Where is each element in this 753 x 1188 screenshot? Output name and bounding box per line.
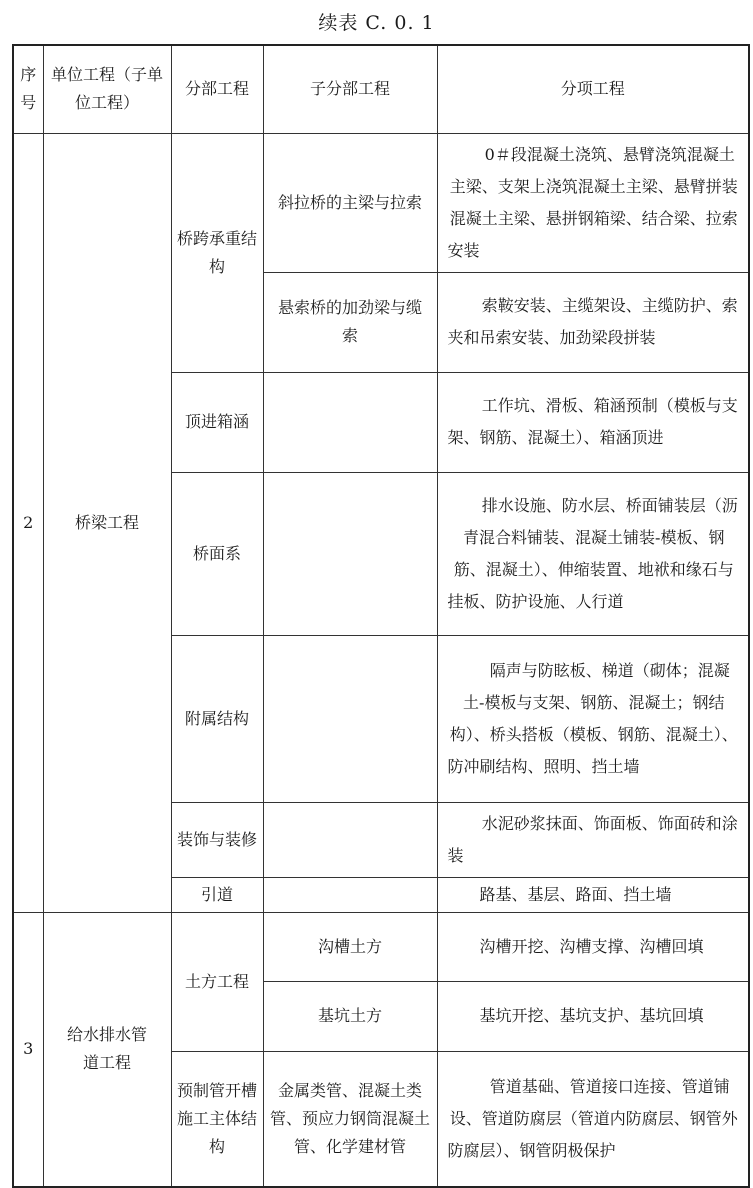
- header-seq: 序号: [13, 45, 43, 133]
- subpart-cell: [263, 472, 437, 635]
- part-cell: 顶进箱涵: [171, 372, 263, 472]
- header-item: 分项工程: [437, 45, 749, 133]
- part-cell: 桥面系: [171, 472, 263, 635]
- subpart-cell: 悬索桥的加劲梁与缆索: [263, 272, 437, 372]
- subpart-cell: [263, 372, 437, 472]
- subpart-cell: [263, 877, 437, 912]
- subpart-cell: 斜拉桥的主梁与拉索: [263, 133, 437, 272]
- subpart-cell: [263, 635, 437, 802]
- item-cell: 隔声与防眩板、梯道（砌体；混凝土-模板与支架、钢筋、混凝土；钢结构）、桥头搭板（模板、钢筋、混凝土）、防冲刷结构、照明、挡土墙: [437, 635, 749, 802]
- item-cell: 基坑开挖、基坑支护、基坑回填: [437, 981, 749, 1051]
- item-cell: 管道基础、管道接口连接、管道铺设、管道防腐层（管道内防腐层、钢管外防腐层）、钢管阴极保护: [437, 1051, 749, 1187]
- item-cell: 索鞍安装、主缆架设、主缆防护、索夹和吊索安装、加劲梁段拼装: [437, 272, 749, 372]
- item-cell: 路基、基层、路面、挡土墙: [437, 877, 749, 912]
- subpart-cell: 金属类管、混凝土类管、预应力钢筒混凝土管、化学建材管: [263, 1051, 437, 1187]
- header-part: 分部工程: [171, 45, 263, 133]
- part-cell: 土方工程: [171, 912, 263, 1051]
- table-row: [13, 133, 749, 272]
- subpart-cell: [263, 802, 437, 877]
- header-subpart: 子分部工程: [263, 45, 437, 133]
- part-cell: 附属结构: [171, 635, 263, 802]
- header-unit: 单位工程（子单位工程）: [43, 45, 171, 133]
- part-cell: 预制管开槽施工主体结构: [171, 1051, 263, 1187]
- item-cell: 水泥砂浆抹面、饰面板、饰面砖和涂装: [437, 802, 749, 877]
- part-cell: 引道: [171, 877, 263, 912]
- table-row: [13, 912, 749, 981]
- subpart-cell: 沟槽土方: [263, 912, 437, 981]
- part-cell: 装饰与装修: [171, 802, 263, 877]
- header-row: [13, 45, 749, 133]
- item-cell: 0＃段混凝土浇筑、悬臂浇筑混凝土主梁、支架上浇筑混凝土主梁、悬臂拼装混凝土主梁、悬拼钢箱梁、结合梁、拉索安装: [437, 133, 749, 272]
- item-cell: 沟槽开挖、沟槽支撑、沟槽回填: [437, 912, 749, 981]
- unit-cell: 给水排水管道工程: [43, 912, 171, 1187]
- seq-cell: 2: [13, 133, 43, 912]
- unit-cell: 桥梁工程: [43, 133, 171, 912]
- item-cell: 工作坑、滑板、箱涵预制（模板与支架、钢筋、混凝土）、箱涵顶进: [437, 372, 749, 472]
- seq-cell: 3: [13, 912, 43, 1187]
- table-title: 续表 C. 0. 1: [318, 12, 435, 34]
- subpart-cell: 基坑土方: [263, 981, 437, 1051]
- division-table: [12, 44, 750, 1188]
- item-cell: 排水设施、防水层、桥面铺装层（沥青混合料铺装、混凝土铺装-模板、钢筋、混凝土）、伸缩装置、地袱和缘石与挂板、防护设施、人行道: [437, 472, 749, 635]
- part-cell: 桥跨承重结构: [171, 133, 263, 372]
